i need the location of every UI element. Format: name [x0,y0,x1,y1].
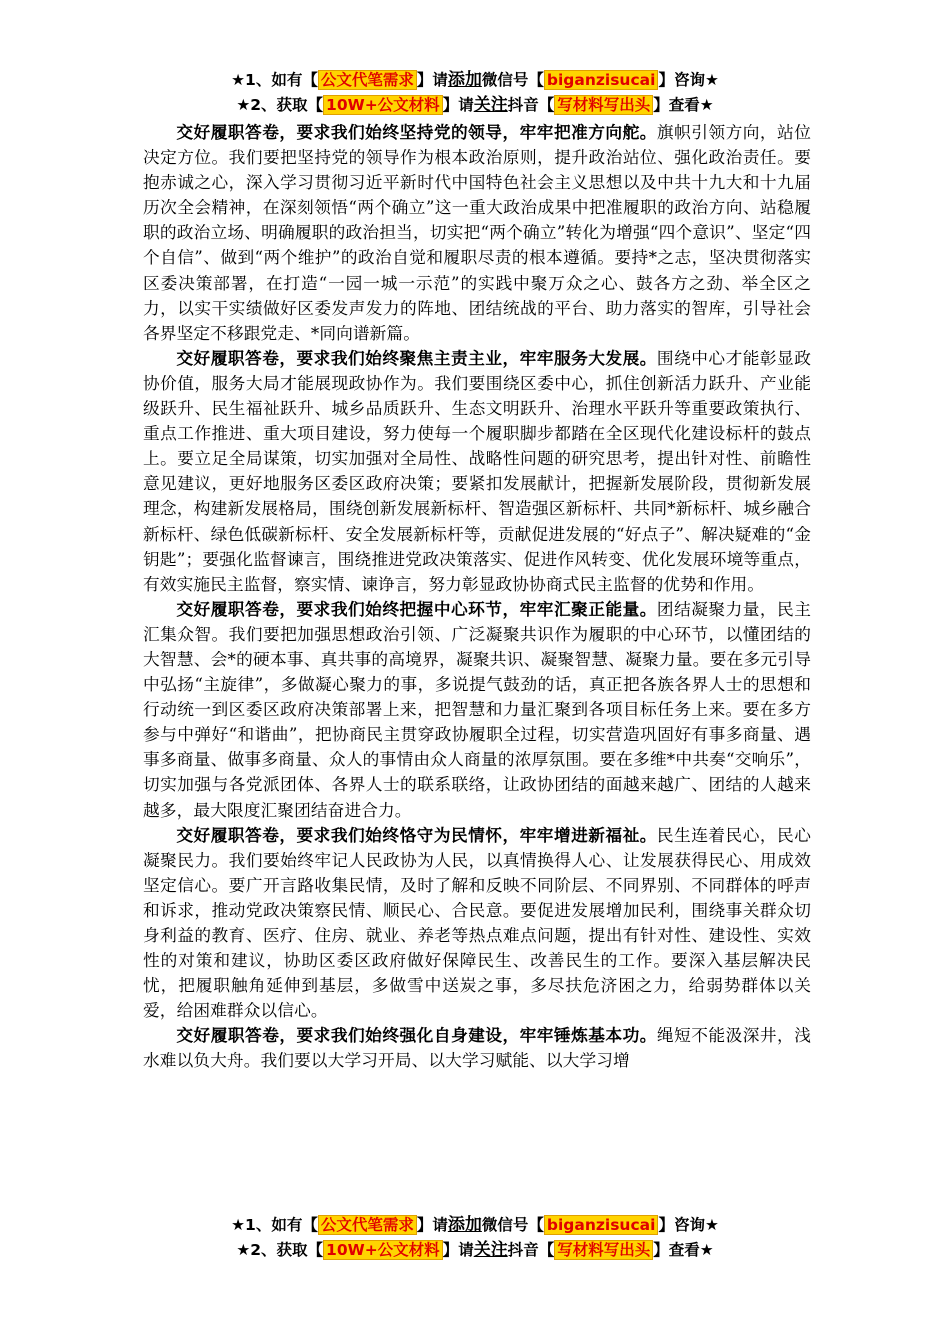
promo-highlight: 写材料写出头 [554,1240,653,1260]
paragraph-text: 团结凝聚力量，民主汇集众智。我们要把加强思想政治引领、广泛凝聚共识作为履职的中心环节，以懂团结的大智慧、会*的硬本事、真共事的高境界，凝聚共识、凝聚智慧、凝聚力量。要在多元引导中弘扬“主旋律”，多做凝心聚力的事，多说提气鼓劲的话，真正把各族各界人士的思想和行动统一到区委区政府决策部署上来，把智慧和力量汇聚到各项目标任务上来。要在多方参与中弹好“和谐曲”，把协商民主贯穿政协履职全过程，切实营造巩固好有事多商量、遇事多商量、做事多商量、众人的事情由众人商量的浓厚氛围。要在多维*中共奏“交响乐”，切实加强与各党派团体、各界人士的联系联络，让政协团结的面越来越广、团结的人越来越多，最大限度汇聚团结奋进合力。 [143,598,812,820]
paragraph-lead: 交好履职答卷，要求我们始终恪守为民情怀，牢牢增进新福祉。 [176,824,657,845]
promo-line-1 [0,68,950,93]
promo-prefix: ★2、获取【 [236,96,324,114]
paragraph [143,823,811,1024]
promo-prefix: ★1、如有【 [231,1216,318,1234]
promo-highlight: 写材料写出头 [554,95,653,115]
promo-text: 微信号【 [481,1216,544,1234]
paragraph-text: 民生连着民心，民心凝聚民力。我们要始终牢记人民政协为人民，以真情换得人心、让发展获得民心、用成效坚定信心。要广开言路收集民情，及时了解和反映不同阶层、不同界别、不同群体的呼声和诉求，推动党政决策察民情、顺民心、合民意。要促进发展增加民利，围绕事关群众切身利益的教育、医疗、住房、就业、养老等热点难点问题，提出有针对性、建设性、实效性的对策和建议，协助区委区政府做好保障民生、改善民生的工作。要深入基层解决民忧，把履职触角延伸到基层，多做雪中送炭之事，多尽扶危济困之力，给弱势群体以关爱，给困难群众以信心。 [143,824,812,1021]
document-body [143,120,811,1074]
promo-emphasis: 添加 [447,70,482,90]
promo-line-2 [0,93,950,118]
promo-line-1 [0,1213,950,1238]
paragraph [143,120,811,346]
promo-banner-top [0,68,950,118]
promo-text: 】请 [416,71,448,89]
paragraph [143,1023,811,1073]
paragraph-lead: 交好履职答卷，要求我们始终强化自身建设，牢牢锤炼基本功。 [176,1025,657,1046]
promo-prefix: ★2、获取【 [236,1241,324,1259]
promo-text: 抖音【 [507,1241,555,1259]
paragraph [143,597,811,823]
promo-line-2 [0,1238,950,1263]
promo-text: 抖音【 [507,96,555,114]
promo-suffix: 】查看★ [653,96,714,114]
paragraph-lead: 交好履职答卷，要求我们始终坚持党的领导，牢牢把准方向舵。 [176,122,657,142]
promo-prefix: ★1、如有【 [231,71,318,89]
paragraph [143,346,811,597]
paragraph-text: 旗帜引领方向，站位决定方位。我们要把坚持党的领导作为根本政治原则，提升政治站位、强化政治责任。要抱赤诚之心，深入学习贯彻习近平新时代中国特色社会主义思想以及中共十九大和十九届历次全会精神，在深刻领悟“两个确立”这一重大政治成果中把准履职的政治方向、站稳履职的政治立场、明确履职的政治担当，切实把“两个确立”转化为增强“四个意识”、坚定“四个自信”、做到“两个维护”的政治自觉和履职尽责的根本遵循。要持*之志，坚决贯彻落实区委决策部署，在打造“一园一城一示范”的实践中聚万众之心、鼓各方之劲、举全区之力，以实干实绩做好区委发声发力的阵地、团结统战的平台、助力落实的智库，引导社会各界坚定不移跟党走、*同向谱新篇。 [143,122,812,343]
promo-text: 】请 [416,1216,448,1234]
promo-highlight: biganzisucai [544,1215,659,1235]
promo-text: 】请 [442,96,474,114]
paragraph-text: 绳短不能汲深井，浅水难以负大舟。我们要以大学习开局、以大学习赋能、以大学习增 [143,1025,812,1071]
paragraph-text: 围绕中心才能彰显政协价值，服务大局才能展现政协作为。我们要围绕区委中心，抓住创新活力跃升、产业能级跃升、民生福祉跃升、城乡品质跃升、生态文明跃升、治理水平跃升等重要政策执行、重点工作推进、重大项目建设，努力使每一个履职脚步都踏在全区现代化建设标杆的鼓点上。要立足全局谋策，切实加强对全局性、战略性问题的研究思考，提出针对性、前瞻性意见建议，更好地服务区委区政府决策；要紧扣发展献计，把握新发展阶段，贯彻新发展理念，构建新发展格局，围绕创新发展新标杆、智造强区新标杆、共同*新标杆、城乡融合新标杆、绿色低碳新标杆、安全发展新标杆等，贡献促进发展的“好点子”、解决疑难的“金钥匙”；要强化监督谏言，围绕推进党政决策落实、促进作风转变、优化发展环境等重点，有效实施民主监督，察实情、谏诤言，努力彰显政协协商式民主监督的优势和作用。 [143,347,812,594]
paragraph-lead: 交好履职答卷，要求我们始终聚焦主责主业，牢牢服务大发展。 [176,347,657,368]
promo-emphasis: 添加 [447,1215,482,1235]
promo-suffix: 】咨询★ [658,71,719,89]
promo-highlight: biganzisucai [544,70,659,90]
promo-highlight: 公文代笔需求 [318,1215,417,1235]
promo-text: 】请 [442,1241,474,1259]
promo-emphasis: 关注 [473,95,508,115]
promo-banner-bottom [0,1213,950,1263]
promo-highlight: 10W+公文材料 [323,1240,443,1260]
promo-text: 微信号【 [481,71,544,89]
paragraph-lead: 交好履职答卷，要求我们始终把握中心环节，牢牢汇聚正能量。 [176,598,657,619]
promo-highlight: 公文代笔需求 [318,70,417,90]
promo-suffix: 】咨询★ [658,1216,719,1234]
promo-emphasis: 关注 [473,1240,508,1260]
promo-suffix: 】查看★ [653,1241,714,1259]
promo-highlight: 10W+公文材料 [323,95,443,115]
